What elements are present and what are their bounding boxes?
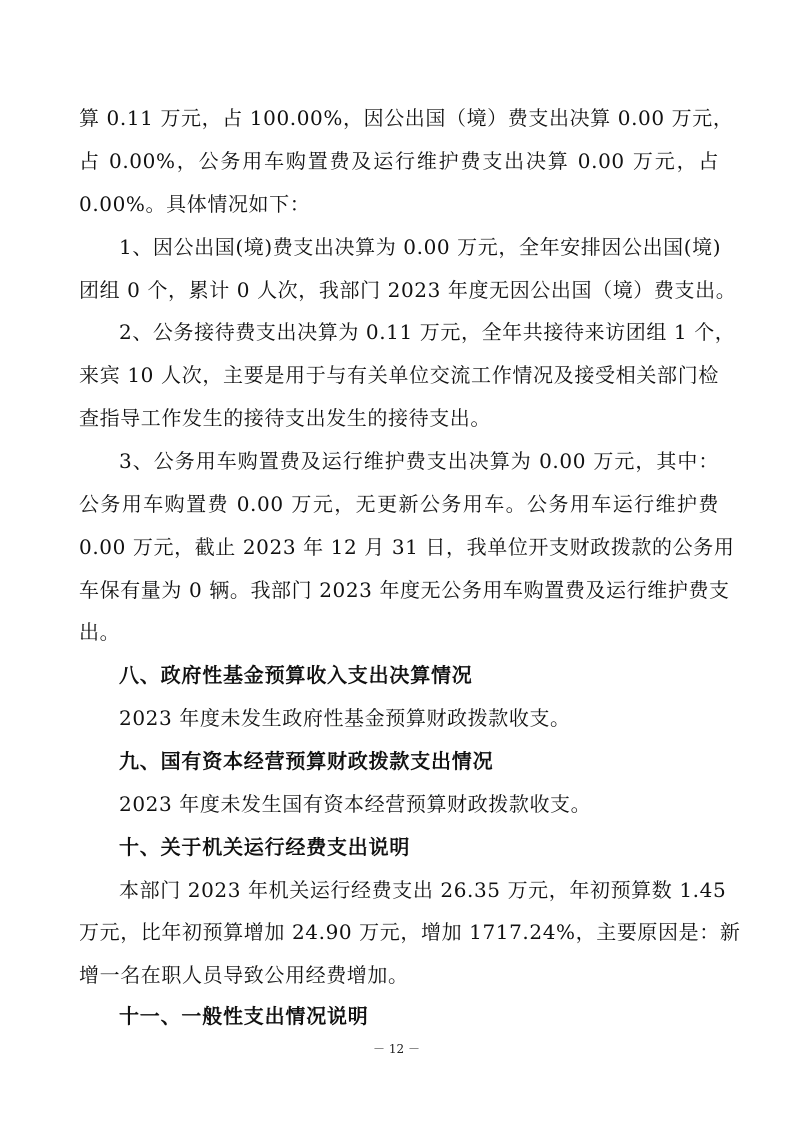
section8-heading: 八、政府性基金预算收入支出决算情况	[119, 663, 473, 687]
paragraph-line: 算 0.11 万元，占 100.00%，因公出国（境）费支出决算 0.00 万元，	[79, 106, 734, 130]
section8-body: 2023 年度未发生政府性基金预算财政拨款收支。	[119, 706, 571, 730]
section10-line: 万元，比年初预算增加 24.90 万元，增加 1717.24%，主要原因是：新	[79, 920, 741, 944]
item1-line: 团组 0 个，累计 0 人次，我部门 2023 年度无因公出国（境）费支出。	[79, 278, 737, 302]
item2-line: 查指导工作发生的接待支出发生的接待支出。	[79, 406, 491, 430]
paragraph-line: 0.00%。具体情况如下：	[79, 192, 311, 216]
item2-line: 2、公务接待费支出决算为 0.11 万元，全年共接待来访团组 1 个，	[119, 320, 736, 344]
section9-heading: 九、国有资本经营预算财政拨款支出情况	[119, 749, 494, 773]
item3-line: 出。	[79, 620, 121, 644]
item3-line: 车保有量为 0 辆。我部门 2023 年度无公务用车购置费及运行维护费支	[79, 578, 730, 602]
page-number: － 12 －	[373, 1042, 420, 1056]
section10-line: 增一名在职人员导致公用经费增加。	[79, 963, 409, 987]
item3-line: 公务用车购置费 0.00 万元，无更新公务用车。公务用车运行维护费	[79, 492, 719, 516]
item1-line: 1、因公出国(境)费支出决算为 0.00 万元，全年安排因公出国(境)	[119, 235, 722, 259]
section10-line: 本部门 2023 年机关运行经费支出 26.35 万元，年初预算数 1.45	[119, 878, 727, 902]
section10-heading: 十、关于机关运行经费支出说明	[119, 835, 411, 859]
item3-line: 3、公务用车购置费及运行维护费支出决算为 0.00 万元，其中：	[119, 449, 719, 473]
section11-heading: 十一、一般性支出情况说明	[119, 1004, 369, 1028]
item2-line: 来宾 10 人次，主要是用于与有关单位交流工作情况及接受相关部门检	[79, 363, 719, 387]
item3-line: 0.00 万元，截止 2023 年 12 月 31 日，我单位开支财政拨款的公务用	[79, 535, 735, 559]
paragraph-line: 占 0.00%，公务用车购置费及运行维护费支出决算 0.00 万元，占	[79, 149, 719, 173]
section9-body: 2023 年度未发生国有资本经营预算财政拨款收支。	[119, 792, 592, 816]
